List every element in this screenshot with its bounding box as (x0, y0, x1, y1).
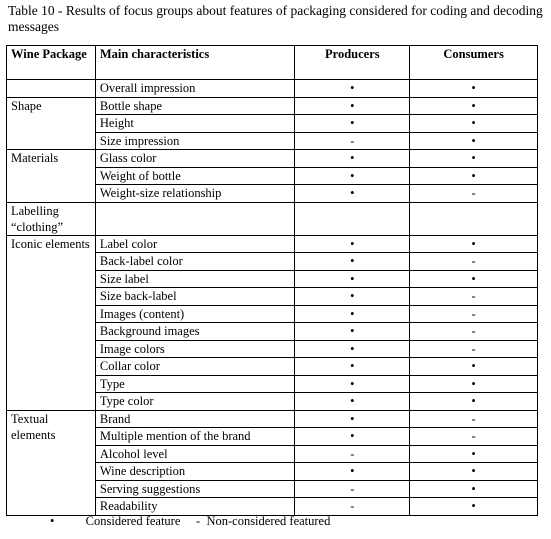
characteristic-cell: Bottle shape (95, 97, 295, 115)
characteristic-cell: Back-label color (95, 253, 295, 271)
producers-cell: • (295, 358, 410, 376)
group-label: Textual elements (7, 410, 96, 515)
consumers-cell: • (410, 480, 538, 498)
legend-bullet: • (50, 514, 55, 528)
group-label: Shape (7, 97, 96, 150)
characteristic-cell: Multiple mention of the brand (95, 428, 295, 446)
characteristic-cell: Glass color (95, 150, 295, 168)
table-header-row (7, 46, 538, 80)
consumers-cell: • (410, 270, 538, 288)
consumers-cell: - (410, 305, 538, 323)
producers-cell: - (295, 498, 410, 516)
consumers-cell: - (410, 253, 538, 271)
table-caption: Table 10 - Results of focus groups about features of packaging considered for coding and decoding messages (8, 3, 543, 34)
characteristic-cell: Weight-size relationship (95, 185, 295, 203)
producers-cell: • (295, 80, 410, 98)
producers-cell: • (295, 270, 410, 288)
characteristic-cell: Type color (95, 393, 295, 411)
producers-cell: • (295, 410, 410, 428)
consumers-cell: - (410, 288, 538, 306)
producers-cell: • (295, 428, 410, 446)
characteristic-cell: Readability (95, 498, 295, 516)
header-main-characteristics: Main characteristics (95, 46, 295, 80)
characteristic-cell: Alcohol level (95, 445, 295, 463)
characteristic-cell: Wine description (95, 463, 295, 481)
consumers-cell (410, 202, 538, 235)
consumers-cell: • (410, 235, 538, 253)
legend-non-considered: Non-considered featured (206, 514, 331, 528)
header-producers: Producers (295, 46, 410, 80)
table-row (7, 202, 538, 235)
producers-cell: • (295, 150, 410, 168)
consumers-cell: • (410, 393, 538, 411)
producers-cell: • (295, 185, 410, 203)
characteristic-cell: Brand (95, 410, 295, 428)
producers-cell: • (295, 340, 410, 358)
characteristic-cell: Label color (95, 235, 295, 253)
consumers-cell: • (410, 498, 538, 516)
consumers-cell: • (410, 445, 538, 463)
characteristic-cell: Overall impression (95, 80, 295, 98)
characteristic-cell: Size impression (95, 132, 295, 150)
producers-cell: • (295, 305, 410, 323)
group-label: Iconic elements (7, 235, 96, 410)
table-row (7, 97, 538, 115)
producers-cell: • (295, 463, 410, 481)
table-row (7, 235, 538, 253)
producers-cell: • (295, 167, 410, 185)
legend-considered: Considered feature (85, 514, 181, 528)
group-label: Materials (7, 150, 96, 203)
consumers-cell: - (410, 185, 538, 203)
producers-cell: • (295, 375, 410, 393)
characteristic-cell: Type (95, 375, 295, 393)
characteristic-cell: Background images (95, 323, 295, 341)
consumers-cell: • (410, 80, 538, 98)
characteristic-cell (95, 202, 295, 235)
producers-cell: • (295, 115, 410, 133)
consumers-cell: • (410, 375, 538, 393)
producers-cell: • (295, 288, 410, 306)
producers-cell: - (295, 445, 410, 463)
consumers-cell: • (410, 167, 538, 185)
table-row (7, 410, 538, 428)
table-row (7, 150, 538, 168)
characteristic-cell: Size back-label (95, 288, 295, 306)
group-label: Labelling “clothing” (7, 202, 96, 235)
characteristic-cell: Size label (95, 270, 295, 288)
producers-cell: • (295, 97, 410, 115)
table-row (7, 80, 538, 98)
header-wine-package: Wine Package (7, 46, 96, 80)
characteristic-cell: Serving suggestions (95, 480, 295, 498)
producers-cell: • (295, 235, 410, 253)
legend-dash: - (196, 514, 201, 528)
focus-group-table (6, 45, 538, 516)
characteristic-cell: Images (content) (95, 305, 295, 323)
consumers-cell: • (410, 150, 538, 168)
producers-cell: - (295, 480, 410, 498)
consumers-cell: • (410, 132, 538, 150)
group-label (7, 80, 96, 98)
legend (50, 514, 330, 529)
characteristic-cell: Weight of bottle (95, 167, 295, 185)
consumers-cell: - (410, 410, 538, 428)
header-consumers: Consumers (410, 46, 538, 80)
producers-cell: • (295, 323, 410, 341)
producers-cell (295, 202, 410, 235)
characteristic-cell: Collar color (95, 358, 295, 376)
characteristic-cell: Height (95, 115, 295, 133)
consumers-cell: • (410, 115, 538, 133)
consumers-cell: - (410, 428, 538, 446)
producers-cell: • (295, 393, 410, 411)
consumers-cell: • (410, 97, 538, 115)
table-body (7, 80, 538, 516)
consumers-cell: • (410, 463, 538, 481)
producers-cell: • (295, 253, 410, 271)
characteristic-cell: Image colors (95, 340, 295, 358)
consumers-cell: • (410, 358, 538, 376)
consumers-cell: - (410, 323, 538, 341)
consumers-cell: - (410, 340, 538, 358)
producers-cell: - (295, 132, 410, 150)
